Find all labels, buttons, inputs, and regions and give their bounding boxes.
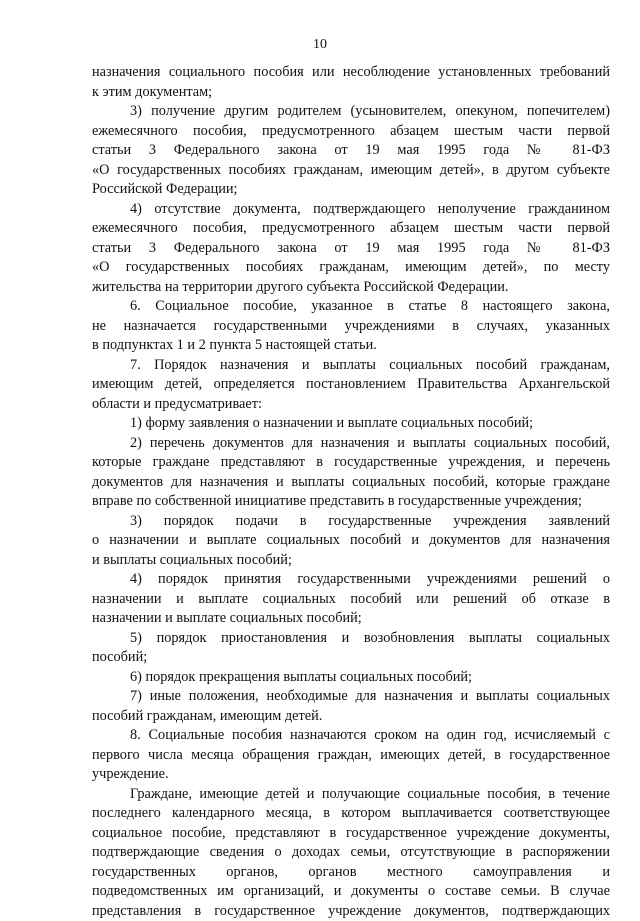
text-line: последнего календарного месяца, в котором выплачивается соответствующее — [92, 804, 610, 824]
text-line: государственных органов, органов местного самоуправления и — [92, 863, 610, 883]
text-line: 6. Социальное пособие, указанное в статье 8 настоящего закона, — [92, 297, 610, 317]
text-line: к этим документам; — [92, 83, 610, 103]
text-line: 5) порядок приостановления и возобновления выплаты социальных — [92, 629, 610, 649]
text-line: вправе по собственной инициативе представить в государственные учреждения; — [92, 492, 610, 512]
text-line: документов для назначения и выплаты социальных пособий, которые граждане — [92, 473, 610, 493]
text-line: ежемесячного пособия, предусмотренного абзацем шестым части первой — [92, 122, 610, 142]
text-line: учреждение. — [92, 765, 610, 785]
text-line: 7. Порядок назначения и выплаты социальных пособий гражданам, — [92, 356, 610, 376]
text-line: подведомственных им организаций, и документы о составе семьи. В случае — [92, 882, 610, 902]
text-line: 3) получение другим родителем (усыновителем, опекуном, попечителем) — [92, 102, 610, 122]
text-line: 7) иные положения, необходимые для назначения и выплаты социальных — [92, 687, 610, 707]
text-line: 2) перечень документов для назначения и выплаты социальных пособий, — [92, 434, 610, 454]
text-line: назначения социального пособия или несоблюдение установленных требований — [92, 63, 610, 83]
text-line: назначении и выплате социальных пособий или решений об отказе в — [92, 590, 610, 610]
text-line: 4) отсутствие документа, подтверждающего неполучение гражданином — [92, 200, 610, 220]
text-line: области и предусматривает: — [92, 395, 610, 415]
text-line: первого числа месяца обращения граждан, имеющих детей, в государственное — [92, 746, 610, 766]
text-line: подтверждающие сведения о доходах семьи, отсутствующие в распоряжении — [92, 843, 610, 863]
text-line: статьи 3 Федерального закона от 19 мая 1995 года № 81-ФЗ — [92, 141, 610, 161]
text-line: 3) порядок подачи в государственные учреждения заявлений — [92, 512, 610, 532]
text-line: ежемесячного пособия, предусмотренного абзацем шестым части первой — [92, 219, 610, 239]
text-line: назначении и выплате социальных пособий; — [92, 609, 610, 629]
text-line: 1) форму заявления о назначении и выплате социальных пособий; — [92, 414, 610, 434]
text-line: имеющим детей, определяется постановлением Правительства Архангельской — [92, 375, 610, 395]
text-line: пособий; — [92, 648, 610, 668]
page-number: 10 — [0, 36, 640, 54]
text-line: и выплаты социальных пособий; — [92, 551, 610, 571]
text-line: Граждане, имеющие детей и получающие социальные пособия, в течение — [92, 785, 610, 805]
text-line: статьи 3 Федерального закона от 19 мая 1995 года № 81-ФЗ — [92, 239, 610, 259]
document-body — [92, 63, 610, 921]
text-line: 8. Социальные пособия назначаются сроком на один год, исчисляемый с — [92, 726, 610, 746]
text-line: 6) порядок прекращения выплаты социальных пособий; — [92, 668, 610, 688]
text-line: представления в государственное учреждение документов, подтверждающих — [92, 902, 610, 921]
text-line: 4) порядок принятия государственными учреждениями решений о — [92, 570, 610, 590]
text-line: пособий гражданам, имеющим детей. — [92, 707, 610, 727]
text-line: «О государственных пособиях гражданам, имеющим детей», по месту — [92, 258, 610, 278]
text-line: жительства на территории другого субъекта Российской Федерации. — [92, 278, 610, 298]
text-line: социальное пособие, представляют в государственное учреждение документы, — [92, 824, 610, 844]
text-line: «О государственных пособиях гражданам, имеющим детей», в другом субъекте — [92, 161, 610, 181]
text-line: Российской Федерации; — [92, 180, 610, 200]
text-line: в подпунктах 1 и 2 пункта 5 настоящей статьи. — [92, 336, 610, 356]
text-line: которые граждане представляют в государственные учреждения, и перечень — [92, 453, 610, 473]
text-line: не назначается государственными учреждениями в случаях, указанных — [92, 317, 610, 337]
text-line: о назначении и выплате социальных пособий и документов для назначения — [92, 531, 610, 551]
